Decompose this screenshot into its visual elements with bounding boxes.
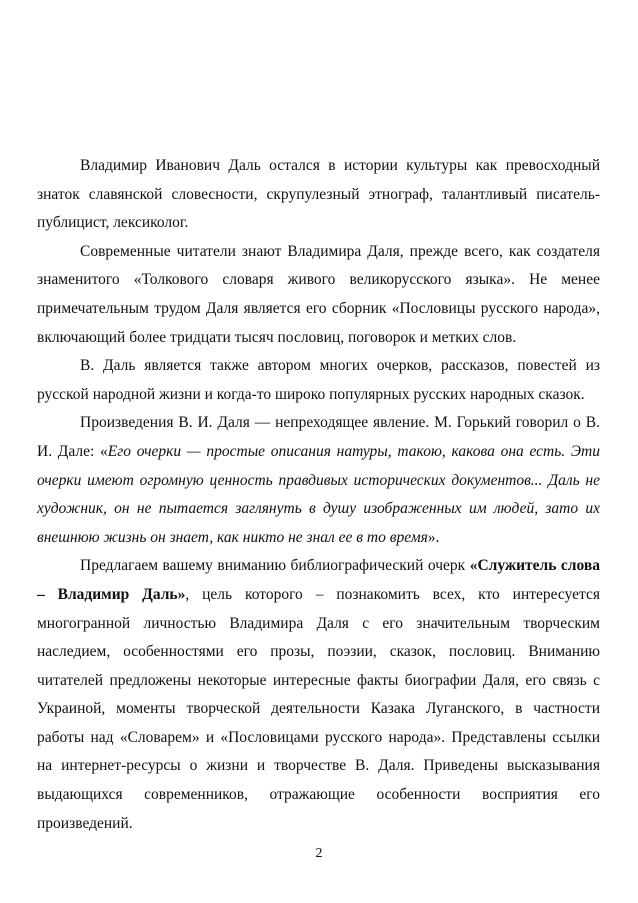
essay-title: «Служитель слова – Владимир Даль» (37, 557, 600, 603)
quote-lead-text: Произведения В. И. Даля — непреходящее явление. М. Горький говорил о В. И. Дале: « (37, 414, 600, 460)
essay-lead-text: Предлагаем вашему вниманию библиографический очерк (80, 557, 470, 575)
paragraph-readers-text: Современные читатели знают Владимира Даля, прежде всего, как создателя знаменитого «Толкового словаря живого великорусского языка». Не менее примечательным трудом Даля является его сборник «Пословицы русского народа», включающий более тридцати тысяч пословиц, поговорок и метких слов. (37, 242, 600, 346)
paragraph-author (37, 352, 600, 409)
paragraph-intro (37, 152, 600, 238)
paragraph-readers (37, 238, 600, 352)
page-number: 2 (315, 846, 323, 861)
paragraph-gorky-quote (37, 409, 600, 552)
paragraph-essay (37, 552, 600, 838)
paragraph-intro-text: Владимир Иванович Даль остался в истории культуры как превосходный знаток славянской словесности, скрупулезный этнограф, талантливый писатель-публицист, лексиколог. (37, 157, 600, 232)
document-body (37, 152, 600, 838)
paragraph-author-text: В. Даль является также автором многих очерков, рассказов, повестей из русской народной жизни и когда-то широко популярных русских народных сказок. (37, 357, 600, 403)
quote-close-text: ». (427, 528, 440, 546)
gorky-quote: Его очерки — простые описания натуры, такою, какова она есть. Эти очерки имеют огромную ценность правдивых исторических документов... Даль не художник, он не пытается заглянуть в душу изображенных им людей, зато их внешнюю жизнь он знает, как никто не знал ее в то время (37, 442, 600, 546)
essay-description-text: , цель которого – познакомить всех, кто интересуется многогранной личностью Владимира Даля с его значительным творческим наследием, особенностями его прозы, поэзии, сказок, пословиц. Вниманию читателей предложены некоторые интересные факты биографии Даля, его связь с Украиной, моменты творческой деятельности Казака Луганского, в частности работы над «Словарем» и «Пословицами русского народа». Представлены ссылки на интернет-ресурсы о жизни и творчестве В. Даля. Приведены высказывания выдающихся современников, отражающие особенности восприятия его произведений. (37, 585, 601, 832)
